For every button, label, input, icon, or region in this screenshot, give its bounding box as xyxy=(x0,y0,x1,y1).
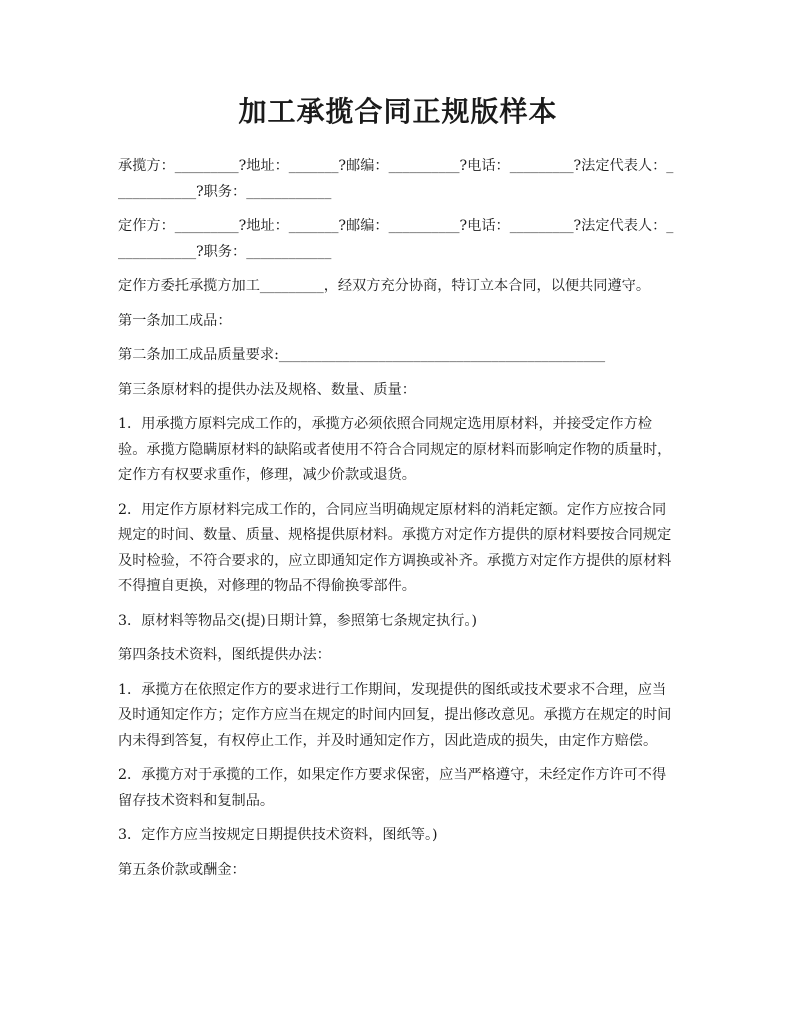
article-4-clause-2: 2．承揽方对于承揽的工作，如果定作方要求保密，应当严格遵守，未经定作方许可不得留存技术资料和复制品。 xyxy=(118,767,667,809)
document-title: 加工承揽合同正规版样本 xyxy=(238,95,558,128)
article-3-clause-1: 1．用承揽方原料完成工作的，承揽方必须依照合同规定选用原材料，并接受定作方检验。承揽方隐瞒原材料的缺陷或者使用不符合合同规定的原材料而影响定作物的质量时，定作方有权要求重作，修理，减少价款或退货。 xyxy=(118,416,672,483)
article-1-heading: 第一条加工成品： xyxy=(118,312,232,329)
article-3-clause-3: 3．原材料等物品交(提)日期计算，参照第七条规定执行。) xyxy=(118,612,478,629)
article-4-heading: 第四条技术资料，图纸提供办法： xyxy=(118,647,331,663)
article-4-clause-1: 1．承揽方在依照定作方的要求进行工作期间，发现提供的图纸或技术要求不合理，应当及时通知定作方；定作方应当在规定的时间内回复，提出修改意见。承揽方在规定的时间内未得到答复，有权停止工作，并及时通知定作方，因此造成的损失，由定作方赔偿。 xyxy=(118,681,672,749)
article-5-heading: 第五条价款或酬金： xyxy=(118,861,246,878)
article-3-heading: 第三条原材料的提供办法及规格、数量、质量： xyxy=(118,381,416,398)
article-3-clause-2: 2．用定作方原材料完成工作的，合同应当明确规定原材料的消耗定额。定作方应按合同规定的时间、数量、质量、规格提供原材料。承揽方对定作方提供的原材料要按合同规定及时检验，不符合要求的，应立即通知定作方调换或补齐。承揽方对定作方提供的原材料不得擅自更换，对修理的物品不得偷换零部件。 xyxy=(118,501,672,594)
document-page xyxy=(118,92,678,892)
article-4-clause-3: 3．定作方应当按规定日期提供技术资料，图纸等。) xyxy=(118,827,438,843)
article-2-heading: 第二条加工成品质量要求:______________________________________________ xyxy=(118,347,606,363)
paragraph-intro: 定作方委托承揽方加工_________，经双方充分协商，特订立本合同，以便共同遵守。 xyxy=(118,278,651,294)
paragraph-contractor-info: 承揽方：_________?地址：_______?邮编：__________?电话：_________?法定代表人：____________?职务：____________ xyxy=(118,158,674,200)
paragraph-client-info: 定作方：_________?地址：_______?邮编：__________?电话：_________?法定代表人：____________?职务：____________ xyxy=(118,218,674,260)
